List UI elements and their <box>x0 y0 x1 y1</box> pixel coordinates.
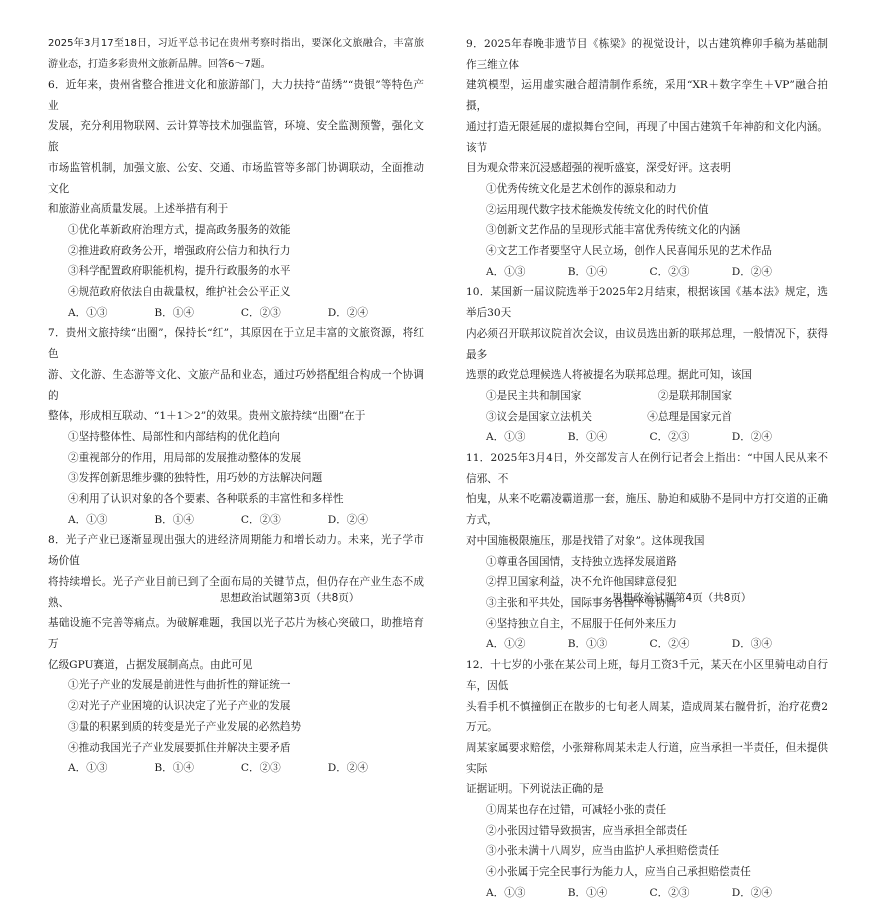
intro-paragraph: 2025年3月17至18日，习近平总书记在贵州考察时指出，要深化文旅融合，丰富旅游业态，打造多彩贵州文旅新品牌。回答6～7题。 <box>48 38 424 70</box>
statement-item: ③科学配置政府职能机构，提升行政服务的水平 <box>68 265 291 278</box>
answer-options <box>466 883 828 904</box>
question-line: 将持续增长。光子产业目前已到了全面布局的关键节点，但仍存在产业生态不成熟、 <box>48 575 424 609</box>
statement-item: ②重视部分的作用，用局部的发展推动整体的发展 <box>68 451 302 464</box>
statement-item: ①坚持整体性、局部性和内部结构的优化趋向 <box>68 430 280 443</box>
option-a: A．①③ <box>68 513 108 526</box>
question-line: 发展，充分利用物联网、云计算等技术加强监管，环境、安全监测预警，强化文旅 <box>48 120 424 154</box>
question-line: 头看手机不慎撞倒正在散步的七旬老人周某，造成周某右髋骨折，治疗花费2万元。 <box>466 700 828 734</box>
question-line: 亿级GPU赛道，占据发展制高点。由此可见 <box>48 658 253 671</box>
option-c: C．②④ <box>649 638 690 651</box>
option-a: A．①③ <box>68 306 108 319</box>
option-c: C．②③ <box>649 265 690 278</box>
statement-row <box>466 386 828 407</box>
option-c: C．②③ <box>240 513 281 526</box>
statement-item: ④总理是国家元首 <box>647 410 732 423</box>
option-d: D．②④ <box>327 306 368 319</box>
option-c: C．②③ <box>649 886 690 899</box>
question-line: 对中国施极限施压，那是找错了对象”。这体现我国 <box>466 534 705 547</box>
option-c: C．②③ <box>240 762 281 775</box>
statement-item: ②对光子产业困境的认识决定了光子产业的发展 <box>68 700 291 713</box>
question-line: 12．十七岁的小张在某公司上班，每月工资3千元，某天在小区里骑电动自行车，因低 <box>466 659 828 692</box>
statement-item: ②推进政府政务公开，增强政府公信力和执行力 <box>68 244 291 257</box>
option-a: A．①② <box>486 638 526 651</box>
question-line: 周某家属要求赔偿，小张辩称周某未走人行道，应当承担一半责任，但未提供实际 <box>466 741 828 775</box>
statement-item: ④坚持独立自主，不屈服于任何外来压力 <box>486 617 677 630</box>
statement-item: ①是民主共和制国家 <box>486 389 582 402</box>
statement-item: ②小张因过错导致损害，应当承担全部责任 <box>486 824 688 837</box>
option-c: C．②③ <box>649 431 690 444</box>
option-a: A．①③ <box>486 431 526 444</box>
statement-item: ①优化革新政府治理方式，提高政务服务的效能 <box>68 223 291 236</box>
page-footer-left: 思想政治试题第3页（共8页） <box>220 592 360 604</box>
option-d: D．②④ <box>327 762 368 775</box>
question-line: 游、文化游、生态游等文化、文旅产品和业态，通过巧妙搭配组合构成一个协调的 <box>48 368 424 402</box>
question-line: 10．某国新一届议院选举于2025年2月结束，根据该国《基本法》规定，选举后30天 <box>466 286 828 320</box>
option-d: D．②④ <box>731 431 772 444</box>
option-c: C．②③ <box>240 306 281 319</box>
option-d: D．②④ <box>327 513 368 526</box>
question-line: 基础设施不完善等痛点。为破解难题，我国以光子芯片为核心突破口，助推培育万 <box>48 617 424 650</box>
question-line: 建筑模型，运用虚实融合超清制作系统，采用“XR＋数字孪生＋VP”融合拍摄， <box>466 79 828 113</box>
answer-options <box>48 758 424 779</box>
option-b: B．①③ <box>567 638 608 651</box>
option-d: D．②④ <box>731 886 772 899</box>
question-12 <box>466 655 828 903</box>
question-line: 证据证明。下列说法正确的是 <box>466 783 604 796</box>
page-4-column <box>466 34 828 904</box>
statement-item: ④文艺工作者要坚守人民立场，创作人民喜闻乐见的艺术作品 <box>486 245 773 258</box>
statement-item: ②是联邦制国家 <box>657 389 732 402</box>
statement-item: ②捍卫国家利益，决不允许他国肆意侵犯 <box>486 576 677 589</box>
statement-item: ③小张未满十八周岁，应当由监护人承担赔偿责任 <box>486 845 720 858</box>
statement-row <box>466 407 828 428</box>
question-line: 内必须召开联邦议院首次会议，由议员选出新的联邦总理，一般情况下，获得最多 <box>466 327 828 361</box>
option-b: B．①④ <box>567 886 608 899</box>
page-3-column <box>48 34 424 779</box>
statement-item: ④推动我国光子产业发展要抓住并解决主要矛盾 <box>68 741 291 754</box>
question-line: 怕鬼，从来不吃霸凌霸道那一套，施压、胁迫和威胁不是同中方打交道的正确方式， <box>466 493 828 527</box>
statement-item: ④利用了认识对象的各个要素、各种联系的丰富性和多样性 <box>68 493 344 506</box>
statement-item: ②运用现代数字技术能焕发传统文化的时代价值 <box>486 203 709 216</box>
answer-options <box>466 634 828 655</box>
option-b: B．①④ <box>154 762 194 775</box>
question-11 <box>466 448 828 655</box>
question-line: 选票的政党总理候选人将被提名为联邦总理。据此可知，该国 <box>466 369 753 382</box>
statement-item: ①尊重各国国情，支持独立选择发展道路 <box>486 555 677 568</box>
statement-item: ①光子产业的发展是前进性与曲折性的辩证统一 <box>68 679 291 692</box>
question-line: 通过打造无限延展的虚拟舞台空间，再现了中国古建筑千年神韵和文化内涵。该节 <box>466 120 828 154</box>
answer-options <box>466 427 828 448</box>
statement-item: ③创新文艺作品的呈现形式能丰富优秀传统文化的内涵 <box>486 224 741 237</box>
question-line: 7．贵州文旅持续“出圈”，保持长“红”，其原因在于立足丰富的文旅资源，将红色 <box>48 327 424 361</box>
statement-item: ③量的积累到质的转变是光子产业发展的必然趋势 <box>68 720 302 733</box>
statement-item: ④小张属于完全民事行为能力人，应当自己承担赔偿责任 <box>486 866 751 879</box>
statement-item: ③主张和平共处，国际事务各国平等协商 <box>486 596 677 609</box>
question-9 <box>466 34 828 282</box>
page-footer-right: 思想政治试题第4页（共8页） <box>612 592 752 604</box>
question-line: 和旅游业高质量发展。上述举措有利于 <box>48 203 229 216</box>
option-b: B．①④ <box>154 306 194 319</box>
question-6 <box>48 75 424 323</box>
option-a: A．①③ <box>486 265 526 278</box>
statement-item: ③议会是国家立法机关 <box>486 410 592 423</box>
option-a: A．①③ <box>68 762 108 775</box>
statement-item: ④规范政府依法自由裁量权，维护社会公平正义 <box>68 286 291 299</box>
question-line: 11．2025年3月4日，外交部发言人在例行记者会上指出：“中国人民从来不信邪、不 <box>466 452 828 485</box>
question-line: 8．光子产业已逐渐显现出强大的进经济周期能力和增长动力。未来，光子学市场价值 <box>48 534 424 568</box>
answer-options <box>48 510 424 531</box>
statement-item: ①优秀传统文化是艺术创作的源泉和动力 <box>486 182 677 195</box>
option-d: D．③④ <box>731 638 772 651</box>
statement-item: ①周某也存在过错，可减轻小张的责任 <box>486 804 667 817</box>
statement-item: ③发挥创新思维步骤的独特性，用巧妙的方法解决问题 <box>68 472 323 485</box>
option-b: B．①④ <box>567 431 608 444</box>
option-b: B．①④ <box>154 513 194 526</box>
answer-options <box>466 262 828 283</box>
question-7 <box>48 323 424 530</box>
question-8 <box>48 530 424 778</box>
option-d: D．②④ <box>731 265 772 278</box>
question-line: 目为观众带来沉浸感超强的视听盛宴，深受好评。这表明 <box>466 162 731 175</box>
option-a: A．①③ <box>486 886 526 899</box>
answer-options <box>48 303 424 324</box>
option-b: B．①④ <box>567 265 608 278</box>
question-line: 9．2025年春晚非遗节目《栋梁》的视觉设计，以古建筑榫卯手稿为基础制作三维立体 <box>466 38 828 71</box>
question-line: 市场监管机制，加强文旅、公安、交通、市场监管等多部门协调联动，全面推动文化 <box>48 161 424 195</box>
question-line: 6．近年来，贵州省整合推进文化和旅游部门，大力扶持“苗绣”“贵银”等特色产业 <box>48 79 424 112</box>
question-line: 整体，形成相互联动、“1＋1＞2”的效果。贵州文旅持续“出圈”在于 <box>48 410 366 423</box>
question-10 <box>466 282 828 448</box>
